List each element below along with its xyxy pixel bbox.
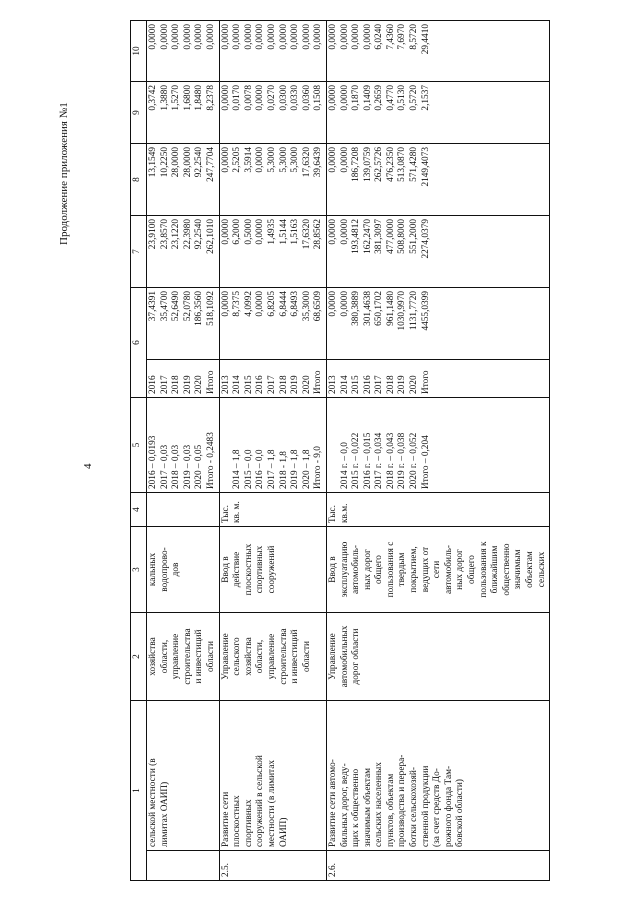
- cell-line: 0,1870: [351, 85, 362, 111]
- cell-line: Итого: [420, 370, 431, 394]
- table-row: [219, 21, 326, 881]
- cell-line: Управление: [327, 633, 338, 680]
- cell-line: 5,3000: [290, 147, 301, 173]
- cell-line: ных дорог: [362, 549, 373, 590]
- cell-line: автомобиль-: [351, 545, 362, 594]
- cell-line: 0,2659: [374, 85, 385, 111]
- cell-line: 35,3000: [301, 291, 312, 322]
- cell-line: 380,3889: [351, 291, 362, 326]
- cell-line: 37,4391: [148, 291, 158, 322]
- cell-line: 8,2378: [205, 85, 216, 111]
- header-cell: 9: [131, 82, 147, 144]
- cell-line: 2274,0379: [420, 219, 431, 259]
- cell-line: Управление: [220, 633, 231, 680]
- cell-line: 1,4935: [266, 219, 277, 245]
- cell-line: пунктов, объектам: [385, 773, 396, 847]
- cell-line: 0,0000: [220, 291, 231, 317]
- row-name: [147, 701, 220, 851]
- row-years: [326, 360, 549, 398]
- cell-line: рожного фонда Там-: [443, 765, 454, 847]
- cell-line: 571,4280: [409, 147, 420, 182]
- cell-line: 2149,4073: [420, 147, 431, 187]
- cell-line: сооружений: [266, 545, 277, 594]
- row-years: [147, 360, 220, 398]
- cell-line: 29,4410: [420, 24, 431, 55]
- row-executor: [147, 613, 220, 701]
- cell-line: 0,0000: [313, 24, 324, 50]
- cell-line: Итого - 0,2483: [205, 432, 216, 489]
- cell-line: 2020 – 0,05: [194, 444, 205, 489]
- cell-line: 0,0000: [362, 24, 373, 50]
- cell-line: 35,4700: [159, 291, 170, 322]
- row-unit: [147, 493, 220, 527]
- cell-line: 0,0000: [327, 291, 338, 317]
- cell-line: 52,0780: [182, 291, 193, 322]
- cell-line: 2017 – 0,03: [159, 444, 170, 489]
- cell-line: 1,8480: [194, 85, 205, 111]
- cell-line: 0,0000: [255, 147, 266, 173]
- cell-line: 2016 – 0,0193: [148, 435, 158, 489]
- row-local: [219, 82, 326, 144]
- header-cell: 2: [131, 613, 147, 701]
- row-extrabudget: [147, 21, 220, 82]
- cell-line: 7,4360: [385, 24, 396, 50]
- row-federal: [219, 216, 326, 288]
- row-total: [326, 288, 549, 360]
- cell-line: общего: [467, 555, 478, 584]
- cell-line: 22,3980: [182, 219, 193, 250]
- cell-line: 186,7208: [351, 147, 362, 182]
- cell-line: 2016 г. – 0,015: [362, 432, 373, 489]
- cell-line: 476,2350: [385, 147, 396, 182]
- cell-line: области,: [159, 639, 170, 674]
- cell-line: 301,4638: [362, 291, 373, 326]
- cell-line: 0,0360: [301, 85, 312, 111]
- cell-line: 6,8493: [290, 291, 301, 317]
- cell-line: 2,1537: [420, 85, 431, 111]
- cell-line: кальных: [148, 552, 158, 587]
- cell-line: 6,2000: [232, 219, 243, 245]
- cell-line: 1,3880: [159, 85, 170, 111]
- cell-line: 0,0000: [220, 24, 231, 50]
- cell-line: 0,0000: [327, 85, 338, 111]
- row-indicator: [147, 527, 220, 613]
- cell-line: 28,0000: [171, 147, 182, 178]
- cell-line: 0,0000: [243, 24, 254, 50]
- cell-line: бовской области): [455, 778, 466, 847]
- cell-line: автомобильных: [339, 625, 350, 688]
- cell-line: 8,5720: [409, 24, 420, 50]
- cell-line: Итого: [205, 370, 216, 394]
- cell-line: 0,0270: [266, 85, 277, 111]
- cell-line: 0,0078: [243, 85, 254, 111]
- cell-line: щих к общественно: [351, 768, 362, 847]
- cell-line: 68,6509: [313, 291, 324, 322]
- row-indicator: [219, 527, 326, 613]
- row-executor: [219, 613, 326, 701]
- cell-line: 508,8000: [397, 219, 408, 254]
- cell-line: 513,0870: [397, 147, 408, 182]
- table-row: [147, 21, 220, 881]
- header-cell: 6: [131, 288, 147, 398]
- cell-line: плоскостных: [243, 543, 254, 596]
- cell-line: 0,0000: [339, 219, 350, 245]
- cell-line: 2016: [148, 375, 158, 394]
- cell-line: 518,1092: [205, 291, 216, 326]
- cell-line: ных дорог: [455, 549, 466, 590]
- cell-line: 2019 – 0,03: [182, 444, 193, 489]
- cell-line: 0,1508: [313, 85, 324, 111]
- cell-line: ственной продукции: [420, 765, 431, 847]
- cell-line: кв.м.: [339, 503, 350, 523]
- row-extrabudget: [326, 21, 549, 82]
- cell-line: 92,2540: [194, 147, 205, 178]
- cell-line: 1131,7720: [409, 291, 420, 331]
- cell-line: 0,3742: [148, 85, 158, 111]
- cell-line: 28,8562: [313, 219, 324, 250]
- cell-line: 0,0000: [255, 219, 266, 245]
- cell-line: 0,0330: [290, 85, 301, 111]
- row-extrabudget: [219, 21, 326, 82]
- cell-line: 2015: [351, 375, 362, 394]
- cell-line: 1,5144: [278, 219, 289, 245]
- cell-line: 0,0000: [339, 24, 350, 50]
- row-indicator: [326, 527, 549, 613]
- row-name: [219, 701, 326, 851]
- cell-line: общего: [374, 555, 385, 584]
- header-row: [131, 21, 147, 881]
- cell-line: 139,0759: [362, 147, 373, 182]
- cell-line: 1,5270: [171, 85, 182, 111]
- cell-line: ботки сельскохозяй-: [409, 767, 420, 847]
- cell-line: спортивных: [243, 799, 254, 847]
- row-federal: [147, 216, 220, 288]
- cell-line: Итого - 9,0: [313, 446, 324, 489]
- table-row: [326, 21, 549, 881]
- cell-line: ближайшим: [490, 545, 501, 594]
- cell-line: 0,0000: [148, 24, 158, 50]
- row-federal: [326, 216, 549, 288]
- cell-line: 0,0000: [339, 85, 350, 111]
- cell-line: области: [301, 640, 312, 673]
- cell-line: Ввод в: [327, 556, 338, 583]
- cell-line: дорог области: [351, 628, 362, 685]
- cell-line: 92,2540: [194, 219, 205, 250]
- cell-line: сельских населенных: [374, 762, 385, 847]
- cell-line: 0,0000: [301, 24, 312, 50]
- cell-line: 0,4770: [385, 85, 396, 111]
- cell-line: 2018 – 0,03: [171, 444, 182, 489]
- cell-line: 0,0000: [220, 219, 231, 245]
- cell-line: 2020: [194, 375, 205, 394]
- cell-line: объектам: [525, 551, 535, 588]
- cell-line: 0,0000: [327, 24, 338, 50]
- cell-line: 2017 – 1,8: [266, 449, 277, 489]
- cell-line: 0,5130: [397, 85, 408, 111]
- cell-line: Развитие сети автомо-: [327, 759, 338, 847]
- cell-line: 0,0000: [159, 24, 170, 50]
- page-number: 4: [82, 463, 94, 469]
- cell-line: сооружений в сельской: [255, 755, 266, 847]
- cell-line: плоскостных: [232, 795, 243, 847]
- cell-line: 0,0000: [220, 147, 231, 173]
- cell-line: 551,2000: [409, 219, 420, 254]
- cell-line: 2014 г. – 0,0: [339, 442, 350, 489]
- cell-line: 0,0000: [232, 24, 243, 50]
- cell-line: 0,0000: [182, 24, 193, 50]
- cell-line: 961,1480: [385, 291, 396, 326]
- row-number: [147, 851, 220, 881]
- cell-line: 2016: [255, 375, 266, 394]
- row-target-values: [326, 398, 549, 493]
- header-cell: 3: [131, 527, 147, 613]
- cell-line: 0,0000: [205, 24, 216, 50]
- cell-line: 6,8444: [278, 291, 289, 317]
- cell-line: 650,1702: [374, 291, 385, 326]
- cell-line: 0,0000: [339, 147, 350, 173]
- cell-line: 0,0000: [278, 24, 289, 50]
- cell-line: 2018 - 1,8: [278, 451, 289, 489]
- row-executor: [326, 613, 549, 701]
- cell-line: 0,0000: [255, 85, 266, 111]
- cell-line: 0,5720: [409, 85, 420, 111]
- cell-line: области: [205, 640, 216, 673]
- cell-line: 0,0170: [232, 85, 243, 111]
- cell-line: 10,2250: [159, 147, 170, 178]
- cell-line: 2,5205: [232, 147, 243, 173]
- cell-line: и инвестиций: [290, 629, 301, 684]
- cell-line: 2013: [220, 375, 231, 394]
- cell-line: сети: [432, 560, 443, 579]
- cell-line: автомобиль-: [443, 545, 454, 594]
- cell-line: ОАИП): [278, 817, 289, 847]
- cell-line: 2018 г. – 0,043: [385, 432, 396, 489]
- cell-line: 2015 – 0,0: [243, 449, 254, 489]
- row-regional: [219, 144, 326, 216]
- cell-line: 2017: [159, 375, 170, 394]
- cell-line: 0,5000: [243, 219, 254, 245]
- cell-line: 0,0000: [255, 24, 266, 50]
- cell-line: пользования к: [478, 541, 489, 598]
- cell-line: 2019 г. – 0,038: [397, 432, 408, 489]
- cell-line: производства и перера-: [397, 754, 408, 847]
- cell-line: 17,6320: [301, 219, 312, 250]
- cell-line: Тыс.: [327, 505, 338, 523]
- cell-line: 247,7704: [205, 147, 216, 182]
- cell-line: ведущих от: [420, 546, 431, 593]
- cell-line: 23,1220: [171, 219, 182, 250]
- cell-line: 2018: [171, 375, 182, 394]
- cell-line: 0,0000: [339, 291, 350, 317]
- cell-line: 0,0000: [290, 24, 301, 50]
- cell-line: хозяйства: [148, 637, 158, 676]
- cell-line: общественно: [501, 543, 512, 596]
- cell-line: 2015: [243, 375, 254, 394]
- cell-line: 0,0300: [278, 85, 289, 111]
- cell-line: 52,6490: [171, 291, 182, 322]
- cell-line: хозяйства: [243, 637, 254, 676]
- cell-line: 4,0992: [243, 291, 254, 317]
- row-total: [219, 288, 326, 360]
- cell-line: 2016: [362, 375, 373, 394]
- row-total: [147, 288, 220, 360]
- cell-line: 2014: [339, 375, 350, 394]
- cell-line: 0,0000: [220, 85, 231, 111]
- cell-line: 162,2470: [362, 219, 373, 254]
- cell-line: 2019 – 1,8: [290, 449, 301, 489]
- header-cell: 5: [131, 398, 147, 493]
- cell-line: местности (в лимитах: [266, 759, 277, 847]
- header-cell: 1: [131, 701, 147, 881]
- row-target-values: [147, 398, 220, 493]
- cell-line: строительства: [182, 628, 193, 685]
- cell-line: 0,0000: [327, 147, 338, 173]
- cell-line: 2019: [290, 375, 301, 394]
- cell-line: 2020: [301, 375, 312, 394]
- cell-line: 477,0000: [385, 219, 396, 254]
- program-table: [130, 20, 550, 881]
- cell-line: твердым: [397, 552, 408, 587]
- cell-line: кв. м.: [232, 501, 243, 523]
- cell-line: 7,6970: [397, 24, 408, 50]
- cell-line: 2017: [266, 375, 277, 394]
- row-regional: [147, 144, 220, 216]
- cell-line: 5,3000: [278, 147, 289, 173]
- cell-line: (за счет средств До-: [432, 768, 443, 847]
- header-cell: 8: [131, 144, 147, 216]
- row-local: [326, 82, 549, 144]
- cell-line: 2019: [182, 375, 193, 394]
- cell-line: 23,8570: [159, 219, 170, 250]
- cell-line: Итого – 0,204: [420, 435, 431, 489]
- header-cell: 10: [131, 21, 147, 82]
- cell-line: 23,9100: [148, 219, 158, 250]
- cell-line: 6,0240: [374, 24, 385, 50]
- cell-line: дов: [171, 562, 182, 577]
- cell-line: 2020: [409, 375, 420, 394]
- cell-line: бильных дорог, веду-: [339, 763, 350, 847]
- cell-line: сельских: [536, 551, 547, 588]
- cell-line: 2020 – 1,8: [301, 449, 312, 489]
- cell-line: спортивных: [255, 545, 266, 594]
- cell-line: 0,0000: [351, 24, 362, 50]
- header-cell: 4: [131, 493, 147, 527]
- cell-line: эксплуатацию: [339, 541, 350, 598]
- cell-line: 2013: [327, 375, 338, 394]
- cell-line: значимым: [513, 549, 524, 590]
- cell-line: 1,6800: [182, 85, 193, 111]
- row-target-values: [219, 398, 326, 493]
- cell-line: 0,0000: [171, 24, 182, 50]
- cell-line: 0,1409: [362, 85, 373, 111]
- row-regional: [326, 144, 549, 216]
- cell-line: 4455,0399: [420, 291, 431, 331]
- cell-line: сельской местности (в: [148, 758, 158, 847]
- row-name: [326, 701, 549, 851]
- cell-line: и инвестиций: [194, 629, 205, 684]
- cell-line: строительства: [278, 628, 289, 685]
- cell-line: пользования с: [385, 541, 396, 598]
- cell-line: 1030,9970: [397, 291, 408, 331]
- cell-line: 2017 г. – 0,034: [374, 432, 385, 489]
- header-cell: 7: [131, 216, 147, 288]
- cell-line: 2014 – 1,8: [232, 449, 243, 489]
- cell-line: 2014: [232, 375, 243, 394]
- cell-line: 8,7375: [232, 291, 243, 317]
- cell-line: Ввод в: [220, 556, 231, 583]
- cell-line: 0,0000: [194, 24, 205, 50]
- cell-line: 6,8205: [266, 291, 277, 317]
- cell-line: управление: [266, 633, 277, 680]
- cell-line: 193,4812: [351, 219, 362, 254]
- cell-line: 0,0000: [255, 291, 266, 317]
- row-years: [219, 360, 326, 398]
- cell-line: Тыс.: [220, 505, 231, 523]
- cell-line: 2018: [385, 375, 396, 394]
- cell-line: управление: [171, 633, 182, 680]
- cell-line: 2015 г. – 0,022: [351, 432, 362, 489]
- row-number: 2.5.: [219, 851, 326, 881]
- cell-line: 262,1010: [205, 219, 216, 254]
- cell-line: 262,5726: [374, 147, 385, 182]
- cell-line: 5,3000: [266, 147, 277, 173]
- cell-line: 186,3560: [194, 291, 205, 326]
- cell-line: 13,1549: [148, 147, 158, 178]
- cell-line: сельского: [232, 637, 243, 676]
- cell-line: Развитие сети: [220, 791, 231, 847]
- cell-line: покрытием,: [409, 546, 420, 593]
- cell-line: 2017: [374, 375, 385, 394]
- cell-line: действие: [232, 551, 243, 588]
- row-unit: [219, 493, 326, 527]
- row-local: [147, 82, 220, 144]
- cell-line: 0,0000: [327, 219, 338, 245]
- cell-line: водопрово-: [159, 547, 170, 592]
- cell-line: 17,6320: [301, 147, 312, 178]
- cell-line: 381,3097: [374, 219, 385, 254]
- cell-line: 2019: [397, 375, 408, 394]
- cell-line: Итого: [313, 370, 324, 394]
- cell-line: 28,0000: [182, 147, 193, 178]
- page-title: Продолжение приложения №1: [58, 102, 70, 245]
- cell-line: 0,0000: [266, 24, 277, 50]
- row-unit: [326, 493, 549, 527]
- cell-line: области,: [255, 639, 266, 674]
- cell-line: лимитах ОАИП): [159, 781, 170, 847]
- cell-line: 2018: [278, 375, 289, 394]
- cell-line: 2020 г. – 0,052: [409, 432, 420, 489]
- cell-line: 2016 – 0,0: [255, 449, 266, 489]
- row-number: 2.6.: [326, 851, 549, 881]
- cell-line: 1,5163: [290, 219, 301, 245]
- cell-line: значимым объектам: [362, 767, 373, 847]
- cell-line: 39,6439: [313, 147, 324, 178]
- cell-line: 3,5914: [243, 147, 254, 173]
